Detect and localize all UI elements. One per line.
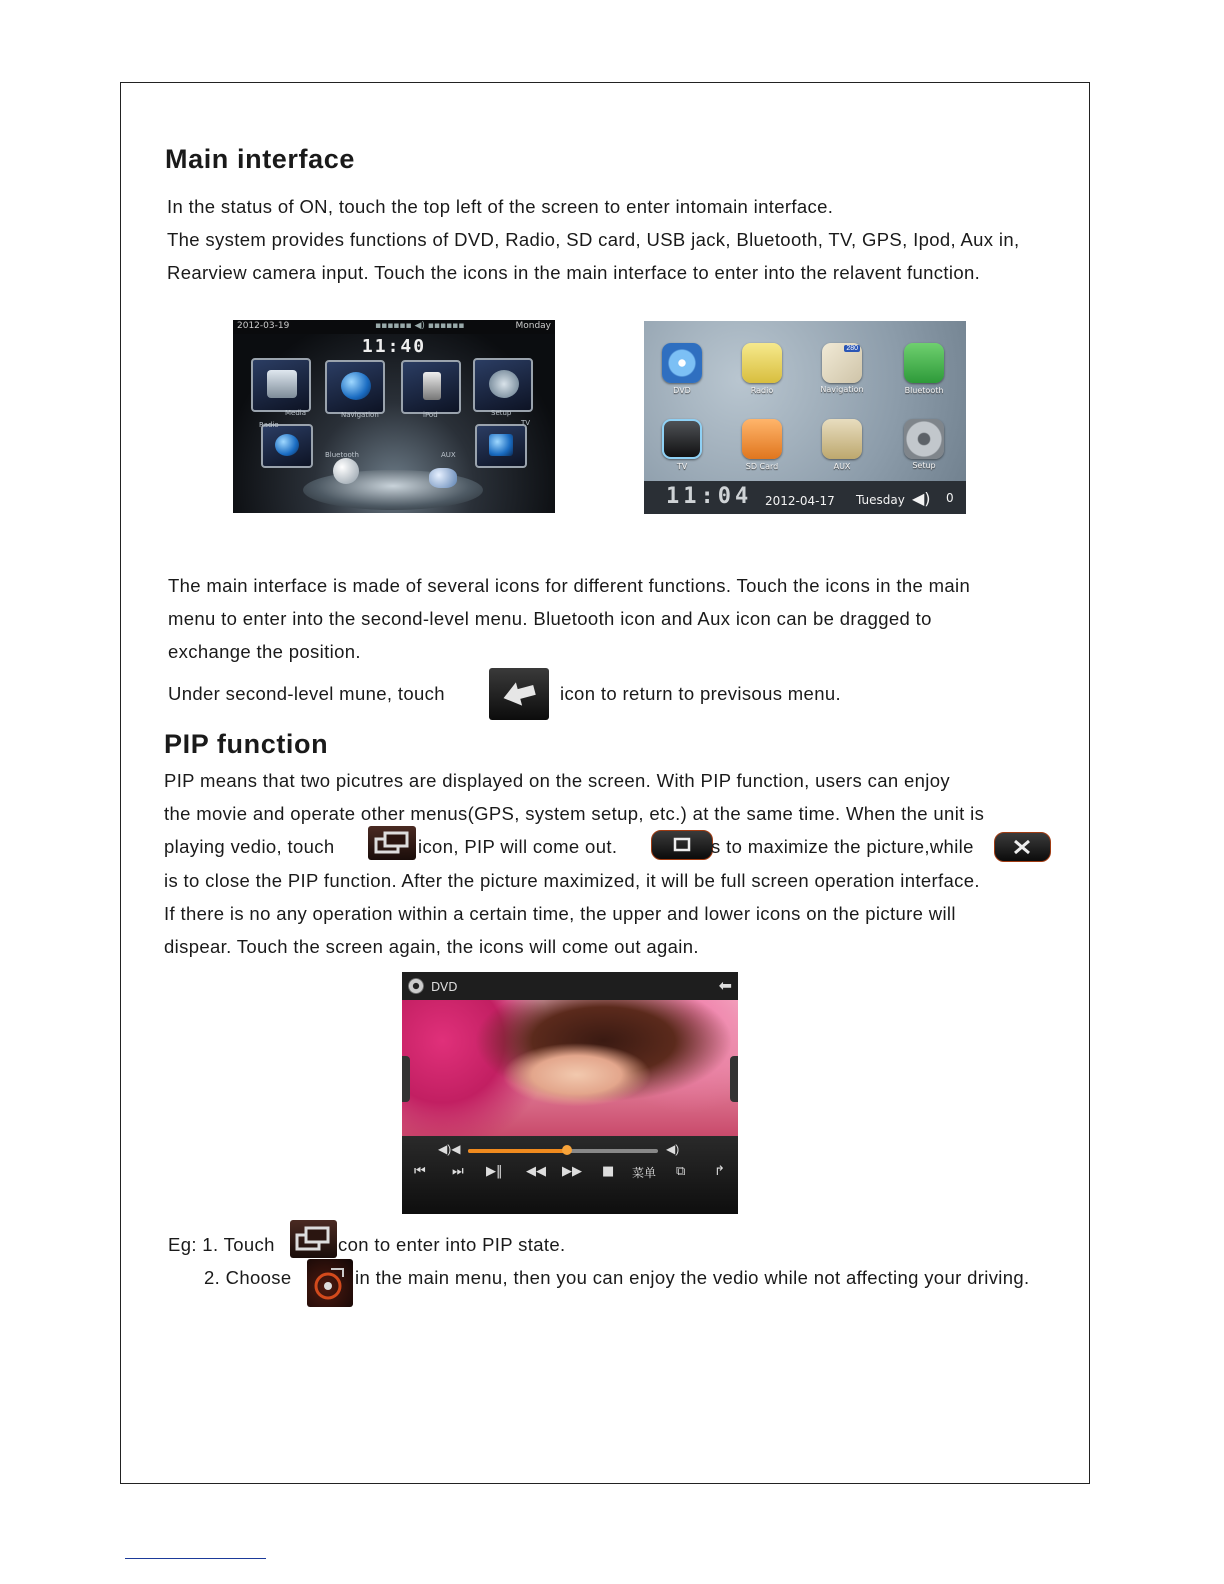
return-text-post: icon to return to previsous menu. xyxy=(560,683,841,704)
dock-bar xyxy=(644,481,966,514)
stop-icon[interactable]: ■ xyxy=(602,1164,615,1179)
return-text-pre: Under second-level mune, touch xyxy=(168,683,445,704)
app-label-aux: AUX xyxy=(833,462,851,471)
main-menu-screenshot-dark xyxy=(233,320,555,513)
transport-buttons xyxy=(402,1164,738,1186)
dock-clock: 11:04 xyxy=(666,484,753,509)
status-bar xyxy=(233,320,555,334)
mute-icon[interactable]: ◀)◀ xyxy=(438,1142,461,1156)
label-ipod: iPod xyxy=(423,411,438,419)
radio-app-icon[interactable] xyxy=(742,343,782,383)
nav-badge: 280 xyxy=(846,345,858,352)
pip-line1: PIP means that two picutres are displayed on the screen. With PIP function, users can enjoy xyxy=(164,770,950,791)
close-icon[interactable] xyxy=(994,832,1051,862)
radio-tile[interactable] xyxy=(261,424,313,468)
progress-slider[interactable] xyxy=(468,1149,658,1153)
status-date: 2012-03-19 xyxy=(237,321,290,331)
pip-small-icon[interactable]: ⧉ xyxy=(676,1164,686,1179)
menu-button[interactable]: 菜单 xyxy=(632,1166,657,1180)
dock-volume: 0 xyxy=(946,491,954,505)
next-track-icon[interactable]: ⏭ xyxy=(452,1164,464,1179)
example-line1-pre: Eg: 1. Touch xyxy=(168,1234,275,1255)
pip-line3-a: playing vedio, touch xyxy=(164,836,335,857)
progress-fill xyxy=(468,1149,567,1153)
navigation-tile[interactable] xyxy=(325,360,385,414)
app-label-radio: Radio xyxy=(750,386,774,395)
dvd-player-screenshot xyxy=(402,972,738,1214)
app-label-setup: Setup xyxy=(912,461,936,470)
return-arrow-icon[interactable]: ↱ xyxy=(714,1164,725,1179)
heading-pip-function: PIP function xyxy=(164,729,329,759)
tv-app-icon[interactable] xyxy=(662,419,702,459)
video-disc-icon[interactable] xyxy=(307,1259,353,1307)
heading-main-interface: Main interface xyxy=(165,144,355,174)
para1-line2: The system provides functions of DVD, Radio, SD card, USB jack, Bluetooth, TV, GPS, Ipod, Aux in, xyxy=(167,229,1020,250)
prev-track-icon[interactable]: ⏮ xyxy=(414,1164,426,1179)
fast-forward-icon[interactable]: ▶▶ xyxy=(562,1164,582,1179)
clock: 11:40 xyxy=(361,336,427,357)
pip-line2: the movie and operate other menus(GPS, system setup, etc.) at the same time. When the unit is xyxy=(164,803,985,824)
volume-up-icon[interactable]: ◀) xyxy=(666,1142,680,1156)
control-bar xyxy=(402,1136,738,1214)
pip-line4: is to close the PIP function. After the picture maximized, it will be full screen operation interface. xyxy=(164,870,980,891)
left-handle-icon[interactable] xyxy=(402,1056,410,1102)
app-label-bluetooth: Bluetooth xyxy=(904,386,944,395)
progress-knob[interactable] xyxy=(562,1145,572,1155)
setup-tile[interactable] xyxy=(473,358,533,412)
label-bluetooth: Bluetooth xyxy=(325,451,359,459)
play-pause-icon[interactable]: ▶‖ xyxy=(486,1164,503,1179)
para2-line1: The main interface is made of several icons for different functions. Touch the icons in the main xyxy=(168,575,971,596)
right-handle-icon[interactable] xyxy=(730,1056,738,1102)
example-line1-post: con to enter into PIP state. xyxy=(338,1234,566,1255)
tv-tile[interactable] xyxy=(475,424,527,468)
label-navigation: Navigation xyxy=(341,411,379,419)
label-radio: Radio xyxy=(259,421,279,429)
bluetooth-orb-icon[interactable] xyxy=(333,458,359,484)
pip-line6: dispear. Touch the screen again, the icons will come out again. xyxy=(164,936,699,957)
back-icon[interactable]: ⬅ xyxy=(718,976,732,995)
pip-line3-c: s to maximize the picture,while xyxy=(711,836,974,857)
back-arrow-icon[interactable] xyxy=(489,668,549,720)
label-media: Media xyxy=(285,409,307,417)
footer-rule xyxy=(125,1558,266,1559)
navigation-app-icon[interactable] xyxy=(822,343,862,383)
aux-orb-icon[interactable] xyxy=(429,468,457,488)
speaker-icon[interactable]: ◀) xyxy=(912,489,931,508)
dvd-source-label: DVD xyxy=(431,980,458,994)
dock-day: Tuesday xyxy=(856,493,905,507)
dock-date: 2012-04-17 xyxy=(765,494,835,508)
rewind-icon[interactable]: ◀◀ xyxy=(526,1164,546,1179)
example-line2-post: in the main menu, then you can enjoy the vedio while not affecting your driving. xyxy=(355,1267,1030,1288)
para1-line3: Rearview camera input. Touch the icons in the main interface to enter into the relavent function. xyxy=(167,262,981,283)
pip-example-icon[interactable] xyxy=(290,1220,337,1258)
sdcard-app-icon[interactable] xyxy=(742,419,782,459)
ipod-tile[interactable] xyxy=(401,360,461,414)
dvd-top-bar xyxy=(402,972,738,1000)
pip-line3-b: icon, PIP will come out. xyxy=(418,836,618,857)
disc-icon xyxy=(408,978,424,994)
setup-app-icon[interactable] xyxy=(904,419,944,459)
pip-line5: If there is no any operation within a certain time, the upper and lower icons on the picture will xyxy=(164,903,956,924)
dvd-app-icon[interactable] xyxy=(662,343,702,383)
bluetooth-app-icon[interactable] xyxy=(904,343,944,383)
aux-app-icon[interactable] xyxy=(822,419,862,459)
volume-icon: ▪▪▪▪▪▪ ◀) ▪▪▪▪▪▪ xyxy=(375,321,465,331)
app-label-dvd: DVD xyxy=(673,386,691,395)
label-aux: AUX xyxy=(441,451,456,459)
example-line2-pre: 2. Choose xyxy=(204,1267,292,1288)
para2-line2: menu to enter into the second-level menu. Bluetooth icon and Aux icon can be dragged to xyxy=(168,608,932,629)
label-tv: TV xyxy=(521,419,531,427)
maximize-icon[interactable] xyxy=(651,830,713,860)
label-setup: Setup xyxy=(491,409,512,417)
app-label-navigation: Navigation xyxy=(820,385,864,394)
video-frame[interactable] xyxy=(402,1000,738,1136)
app-label-tv: TV xyxy=(676,462,688,471)
main-menu-screenshot-light xyxy=(644,321,966,514)
media-tile[interactable] xyxy=(251,358,311,412)
app-label-sdcard: SD Card xyxy=(745,462,779,471)
para1-line1: In the status of ON, touch the top left of the screen to enter intomain interface. xyxy=(167,196,834,217)
status-day: Monday xyxy=(515,321,551,331)
pip-icon[interactable] xyxy=(368,826,416,860)
para2-line3: exchange the position. xyxy=(168,641,361,662)
